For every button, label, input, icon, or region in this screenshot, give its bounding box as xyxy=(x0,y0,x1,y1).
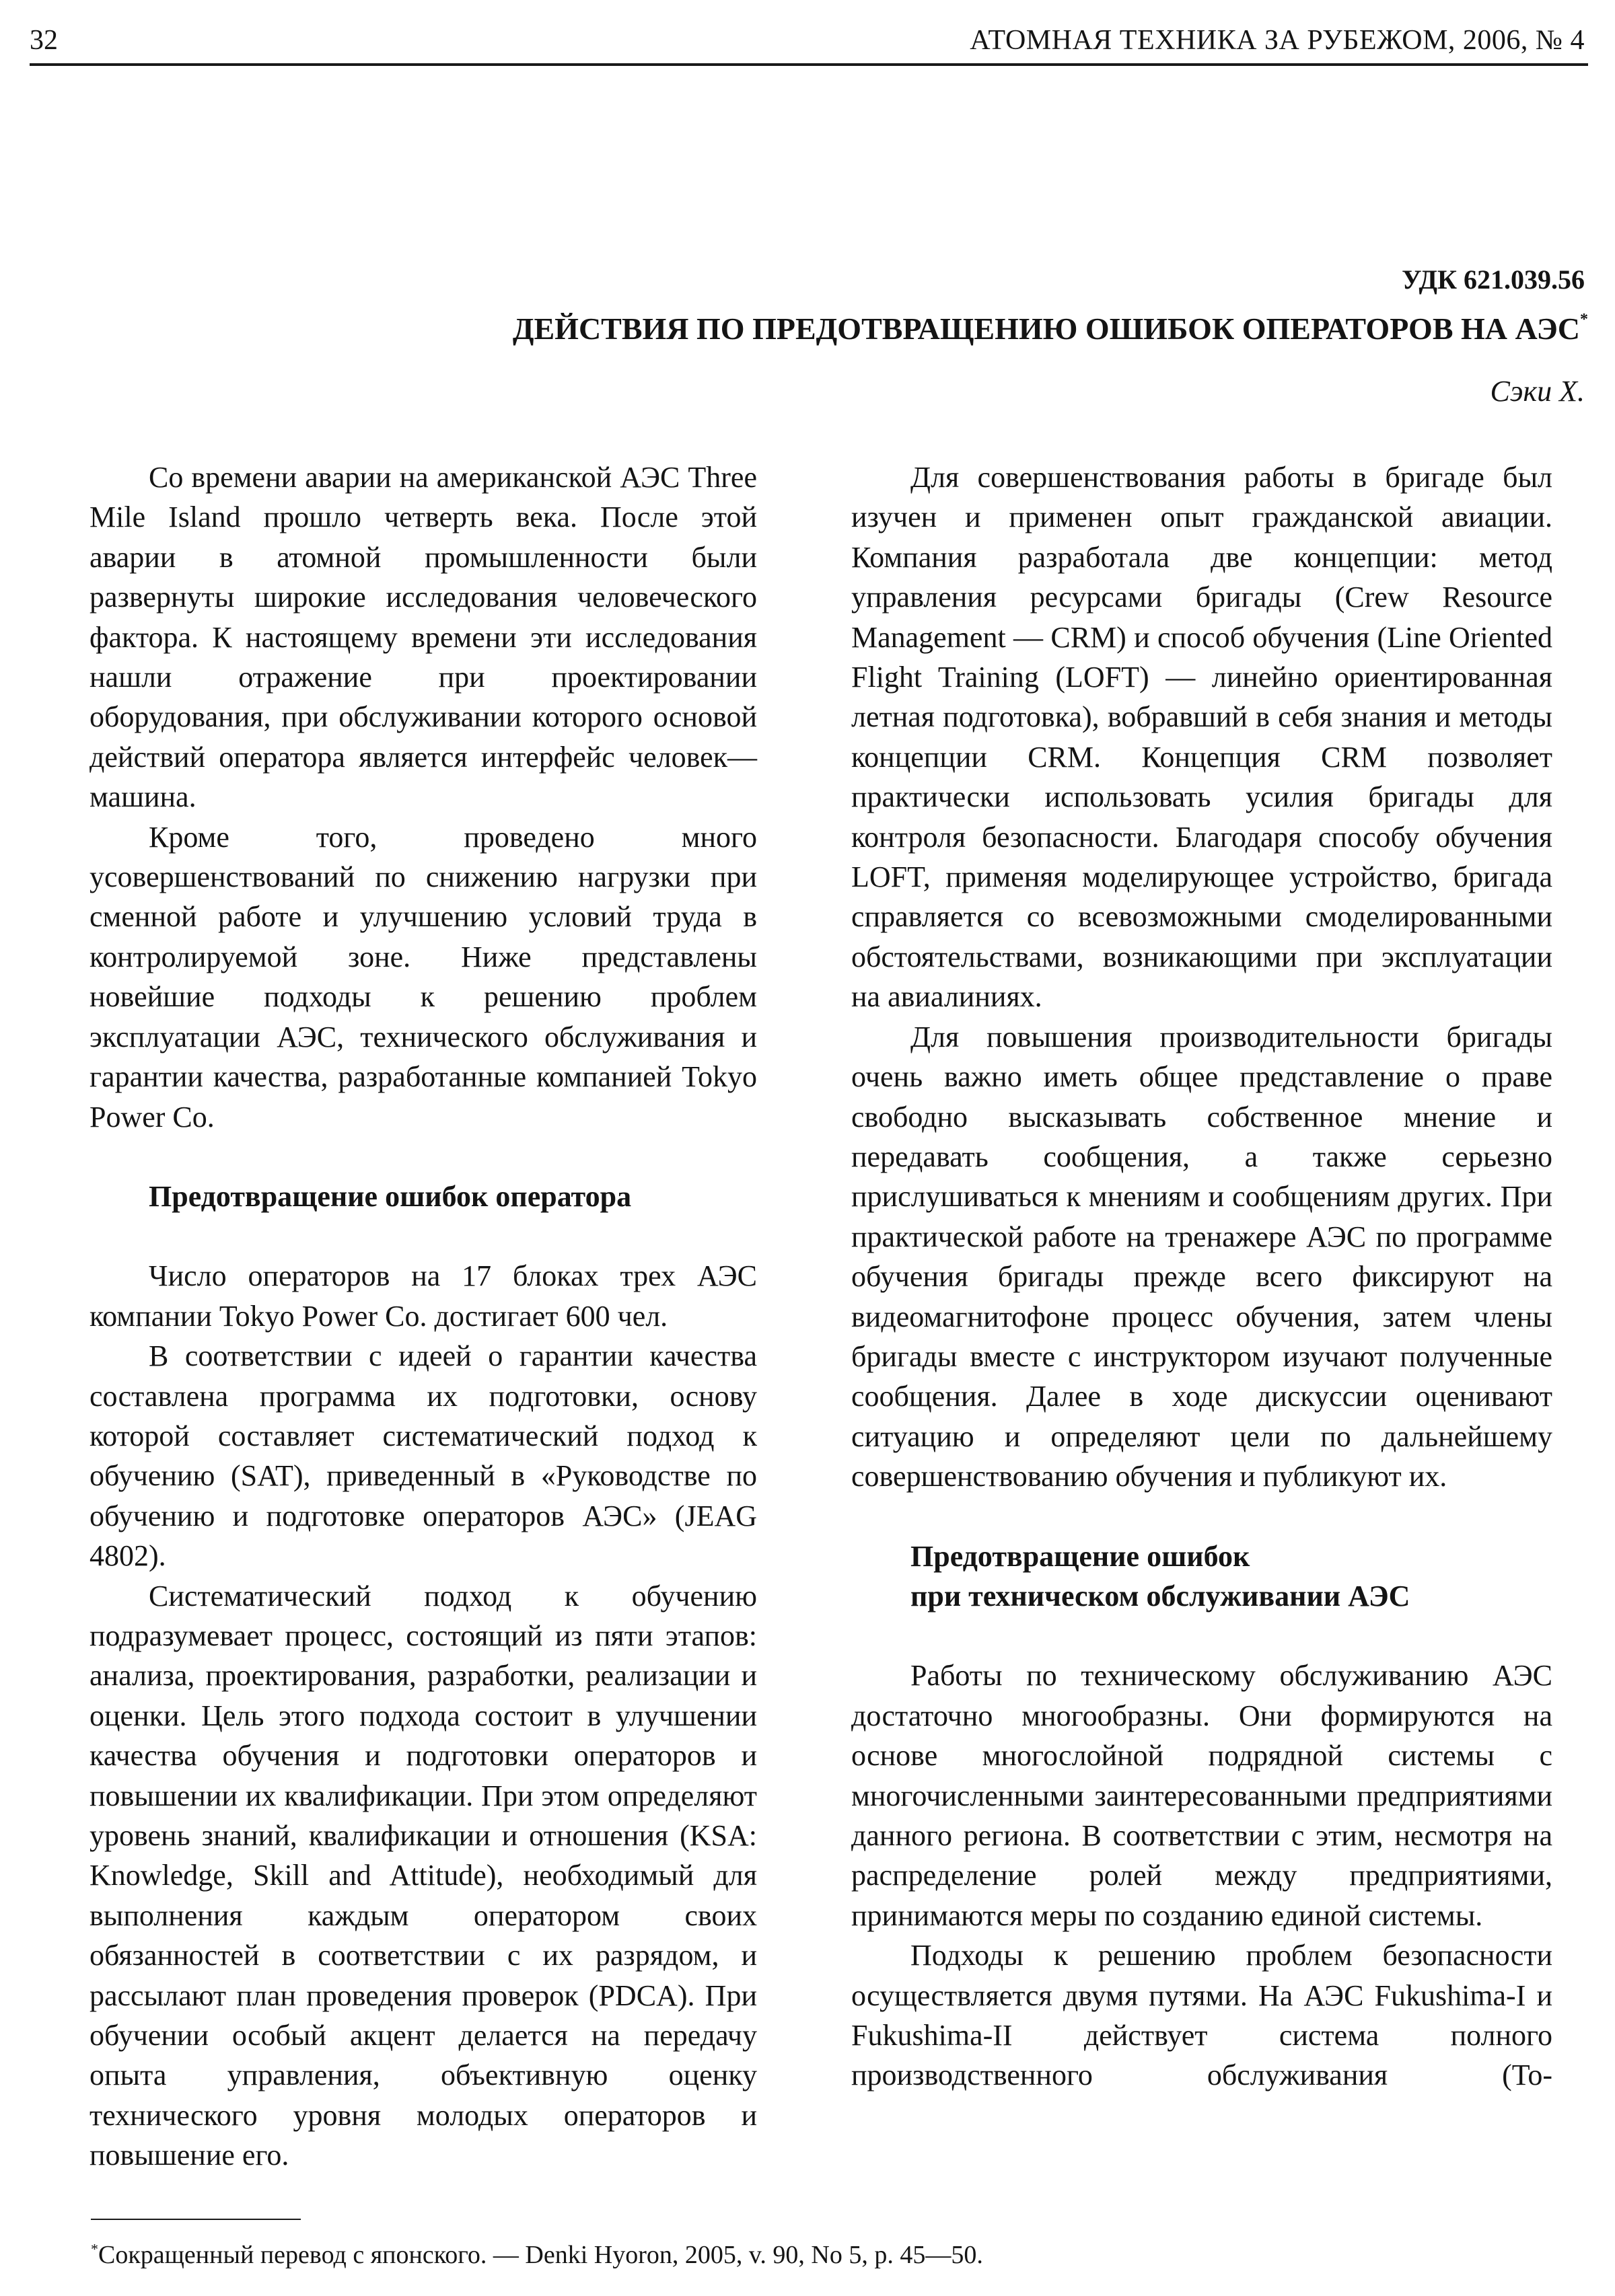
page-number: 32 xyxy=(30,25,58,56)
title-footnote-mark: * xyxy=(1580,311,1588,328)
right-column xyxy=(851,457,1552,2096)
paragraph: Число операторов на 17 блоках трех АЭС компании Tokyo Power Co. достигает 600 чел. xyxy=(89,1259,757,1333)
article-title-text: ДЕЙСТВИЯ ПО ПРЕДОТВРАЩЕНИЮ ОШИБОК ОПЕРАТОРОВ НА АЭС xyxy=(512,311,1580,346)
paragraph: Для повышения производительности бригады очень важно иметь общее представление о праве свободно высказывать собственное мнение и передавать сообщения, а также серьезно прислушиваться к мнениям и сообщениям других. При практической работе на тренажере АЭС по программе обучения бригады прежде всего фиксируют на видеомагнитофоне процесс обучения, затем члены бригады вместе с инструктором изучают полученные сообщения. Далее в ходе дискуссии оценивают ситуацию и определяют цели по дальнейшему совершенствованию обучения и публикуют их. xyxy=(851,1020,1552,1493)
paragraph: Со времени аварии на американской АЭС Three Mile Island прошло четверть века. После этой аварии в атомной промышленности были развернуты широкие исследования человеческого фактора. К настоящему времени эти исследования нашли отражение при проектировании оборудования, при обслуживании которого основой действий оператора является интерфейс человек—машина. xyxy=(89,461,757,814)
article-title xyxy=(513,311,1588,346)
footnote xyxy=(91,2240,983,2270)
paragraph: Систематический подход к обучению подразумевает процесс, состоящий из пяти этапов: анализа, проектирования, разработки, реализации и оценки. Цель этого подхода состоит в улучшении качества обучения и подготовки операторов и повышении их квалификации. При этом определяют уровень знаний, квалификации и отношения (KSA: Knowledge, Skill and Attitude), необходимый для выполнения каждым оператором своих обязанностей в соответствии с их разрядом, и рассылают план проведения проверок (PDCA). При обучении особый акцент делается на передачу опыта управления, объективную оценку технического уровня молодых операторов и повышение его. xyxy=(89,1579,757,2172)
running-header-journal: АТОМНАЯ ТЕХНИКА ЗА РУБЕЖОМ, 2006, № 4 xyxy=(970,25,1585,56)
section-heading-line: при техническом обслуживании АЭС xyxy=(910,1579,1410,1613)
header-divider xyxy=(30,63,1588,66)
paragraph: Для совершенствования работы в бригаде был изучен и применен опыт гражданской авиации. Компания разработала две концепции: метод управления ресурсами бригады (Crew Resource Management — CRM) и способ обучения (Line Oriented Flight Training (LOFT) — линейно ориентированная летная подготовка), вобравший в себя знания и методы концепции CRM. Концепция CRM позволяет практически использовать усилия бригады для контроля безопасности. Благодаря способу обучения LOFT, применяя моделирующее устройство, бригада справляется со всевозможными смоделированными обстоятельствами, возникающими при эксплуатации на авиалиниях. xyxy=(851,461,1552,1014)
paragraph: В соответствии с идеей о гарантии качества составлена программа их подготовки, основу которой составляет систематический подход к обучению (SAT), приведенный в «Руководстве по обучению и подготовке операторов АЭС» (JEAG 4802). xyxy=(89,1339,757,1573)
paragraph: Работы по техническому обслуживанию АЭС достаточно многообразны. Они формируются на основе многослойной подрядной системы с многочисленными заинтересованными предприятиями данного региона. В соответствии с этим, несмотря на распределение ролей между предприятиями, принимаются меры по созданию единой системы. xyxy=(851,1659,1552,1932)
footnote-mark: * xyxy=(91,2240,98,2258)
footnote-text: Сокращенный перевод с японского. — Denki Hyoron, 2005, v. 90, No 5, p. 45—50. xyxy=(98,2241,983,2269)
footnote-divider xyxy=(91,2219,301,2220)
left-column xyxy=(89,457,757,2176)
udk-code: УДК 621.039.56 xyxy=(1402,264,1585,295)
section-heading xyxy=(910,1536,1552,1617)
paragraph: Кроме того, проведено много усовершенствований по снижению нагрузки при сменной работе и улучшению условий труда в контролируемой зоне. Ниже представлены новейшие подходы к решению проблем эксплуатации АЭС, технического обслуживания и гарантии качества, разработанные компанией Tokyo Power Co. xyxy=(89,820,757,1134)
paragraph: Подходы к решению проблем безопасности осуществляется двумя путями. На АЭС Fukushima-I и Fukushima-II действует система полного производственного обслуживания (То- xyxy=(851,1939,1552,2092)
section-heading-line: Предотвращение ошибок xyxy=(910,1539,1250,1573)
article-author: Сэки Х. xyxy=(1490,375,1585,408)
section-heading: Предотвращение ошибок оператора xyxy=(149,1179,632,1213)
